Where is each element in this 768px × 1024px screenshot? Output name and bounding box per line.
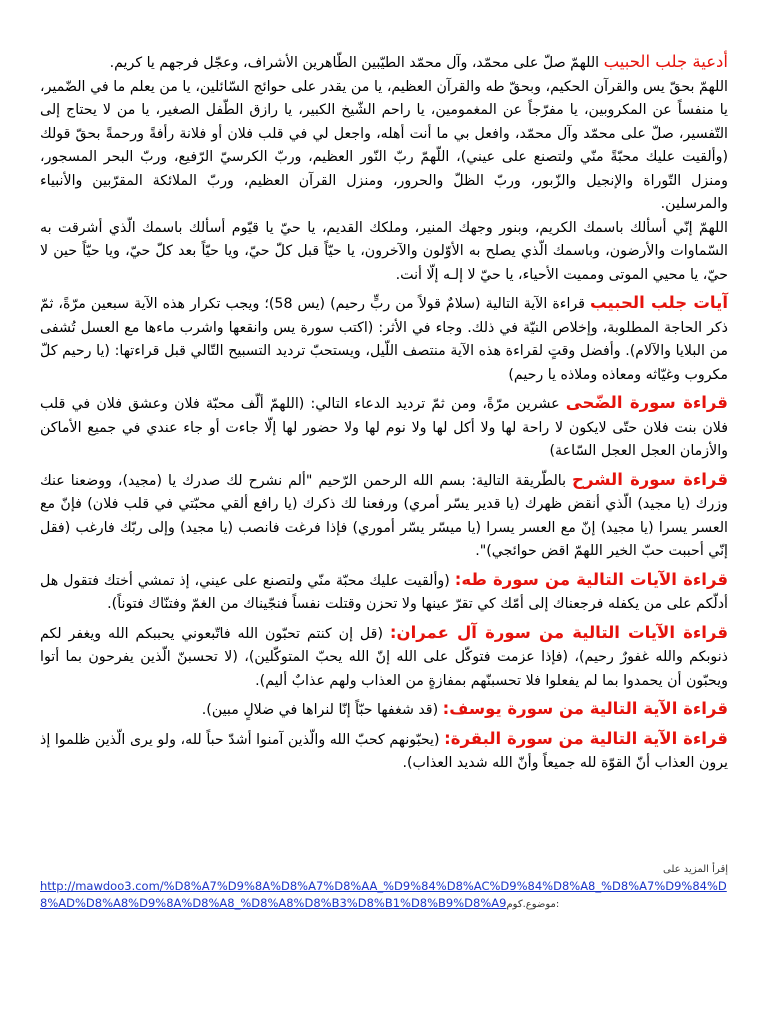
section-paragraph — [40, 727, 728, 776]
section-text: قراءة الآية التالية (سلامٌ قولاً من ربٍّ رحيم) (يس 58)؛ ويجب تكرار هذه الآية سبعين مرّةً، ثمّ ذكر الحاجة المطلوبة، وإخلاص النيّة في ذلك. وجاء في الأثر: (اكتب سورة يس وانقعها واشرب ماءها مع العسل تُشفى من البلايا والآلام). وأفضل وقتٍ لقراءة هذه الآية منتصف اللّيل، ويستحبّ ترديد التسبيح التّالي قبل قراءتها: (يا رحيم كلّ مكروب وغيّاثه ومعاذه وملاذه يا رحيم) — [40, 296, 728, 383]
section-paragraph — [40, 697, 728, 723]
section-ayat — [40, 291, 728, 387]
section-text: بالطّريقة التالية: بسم الله الرحمن الرّحيم "ألم نشرح لك صدرك يا (مجيد)، ووضعنا عنك وزرك (يا مجيد) الّذي أنقض ظهرك (يا قدير يسّر أمري) ورفعنا لك ذكرك (يا رافع ألقي محبّتي في قلب فلان) فإنّ مع العسر يسرا (يا مجيد) إنّ مع العسر يسرا (يا ميسّر يسّر أموري) فإذا فرغت فانصب (يا مجيد) وإلى ربّك فارغب (فقل إنّي أحببت حبّ الخير اللهمّ اقض حوائجي)". — [40, 472, 728, 559]
section-heading: قراءة الآية التالية من سورة يوسف: — [442, 699, 728, 718]
section-paragraph — [40, 291, 728, 387]
section-paragraph — [40, 50, 728, 76]
section-baqara — [40, 727, 728, 776]
section-text: (يحبّونهم كحبّ الله والّذين آمنوا أشدّ حباً لله، ولو يرى الّذين ظلموا إذ يرون العذاب أنّ القوّة لله جميعاً وأنّ الله شديد العذاب). — [40, 731, 728, 771]
section-al-imran — [40, 621, 728, 694]
section-text: عشرين مرّةً، ومن ثمّ ترديد الدعاء التالي: (اللهمّ ألّف محبّة فلان وعشق فلان في قلب فلان بنت فلان حتّى لايكون لا راحة لها ولا أكل لها ولا نوم لها ولا حضور لها إلّا جاءت أو جاء عندي في جميع الأماكن والأزمان العجل العجل السّاعة) — [40, 396, 728, 459]
source-label: إقرأ المزيد على — [663, 864, 728, 875]
section-text: (قل إن كنتم تحبّون الله فاتّبعوني يحببكم الله ويغفر لكم ذنوبكم والله غفورٌ رحيم)، (فإذا عزمت فتوكّل على الله إنّ الله يحبّ المتوكّلين)، (لا تحسبنّ الّذين يفرحون بما أتوا ويحبّون أن يحمدوا بما لم يفعلوا فلا تحسبنّهم بمفازةٍ من العذاب ولهم عذابٌ أليم). — [40, 625, 728, 689]
section-text: (وألقيت عليك محبّة منّي ولتصنع على عيني، إذ تمشي أختك فتقول هل أدلّكم على من يكفله فرجعناك إلى أمّك كي تقرّ عينها ولا تحزن وقتلت نفساً فنجّيناك من الغمّ وفتنّاك فتوناً). — [40, 572, 728, 612]
section-duha — [40, 391, 728, 464]
section-adeia — [40, 50, 728, 287]
section-heading: آيات جلب الحبيب — [590, 293, 728, 312]
section-paragraph — [40, 621, 728, 694]
source-row — [40, 878, 728, 913]
section-heading: قراءة سورة الشرح — [572, 469, 729, 489]
section-heading: قراءة الآيات التالية من سورة آل عمران: — [389, 622, 729, 642]
section-paragraph — [40, 468, 728, 564]
section-sharh — [40, 468, 728, 564]
section-heading: قراءة سورة الضّحى — [565, 393, 728, 412]
section-paragraph — [40, 568, 728, 617]
source-block — [40, 862, 728, 913]
article-body — [40, 46, 728, 776]
section-paragraph: اللهمّ بحقّ يس والقرآن الحكيم، وبحقّ طه والقرآن العظيم، يا من يقدر على حوائج السّائلين، يا من يعلم ما في الضّمير، يا منفساً عن المكروبين، يا مفرّجاً عن المغمومين، يا راحم الشّيخ الكبير، يا رازق الطّفل الصغير، يا من لا يحتاج إلى التّفسير، صلّ على محمّد وآل محمّد، وافعل بي ما أنت أهله، واجعل لي في قلب فلان أو فلانة رأفةً ورحمةً بحقّ قولك (وألقيت عليك محبّةً منّي ولتصنع على عيني)، اللّهمّ ربّ النّور العظيم، وربّ الكرسيّ الرّفيع، وربّ البحر المسجور، ومنزل التّوراة والإنجيل والزّبور، وربّ الظلّ والحرور، ومنزل القرآن العظيم، وربّ الملائكة المقرّبين والأنبياء والمرسلين. — [40, 78, 728, 212]
section-text: اللهمّ صلّ على محمّد، وآل محمّد الطيّبين الطّاهرين الأشراف، وعجّل فرجهم يا كريم. — [109, 55, 600, 71]
section-heading: أدعية جلب الحبيب — [603, 52, 728, 71]
section-paragraph: اللهمّ إنّي أسألك باسمك الكريم، وبنور وجهك المنير، وملكك القديم، يا حيّ يا قيّوم أسألك باسمك الّذي أشرقت به السّماوات والأرضون، وباسمك الّذي يصلح به الأوّلون والآخرون، يا حيّاً قبل كلّ حيّ، ويا حيّاً بعد كلّ حيّ، ويا حيّاً حين لا حيّ، يا محيي الموتى ومميت الأحياء، يا حيّ لا إلـه إلّا أنت. — [40, 219, 728, 283]
source-link[interactable]: http://mawdoo3.com/%D8%A7%D9%8A%D8%A7%D8%AA_%D9%84%D8%AC%D9%84%D8%A8_%D8%A7%D9%84%D8%AD%D8%A8%D9%8A%D8%A8_%D8%A8%D8%B3%D8%B1%D8%B9%D8%A9 — [40, 879, 727, 910]
section-paragraph — [40, 391, 728, 464]
section-text: (قد شغفها حبّاً إنّا لنراها في ضلالٍ مبين). — [201, 702, 439, 718]
source-prefix: موضوع.كوم: — [506, 899, 560, 910]
section-taha — [40, 568, 728, 617]
section-yusuf — [40, 697, 728, 723]
section-heading: قراءة الآيات التالية من سورة طه: — [454, 569, 729, 589]
section-heading: قراءة الآية التالية من سورة البقرة: — [444, 728, 728, 748]
